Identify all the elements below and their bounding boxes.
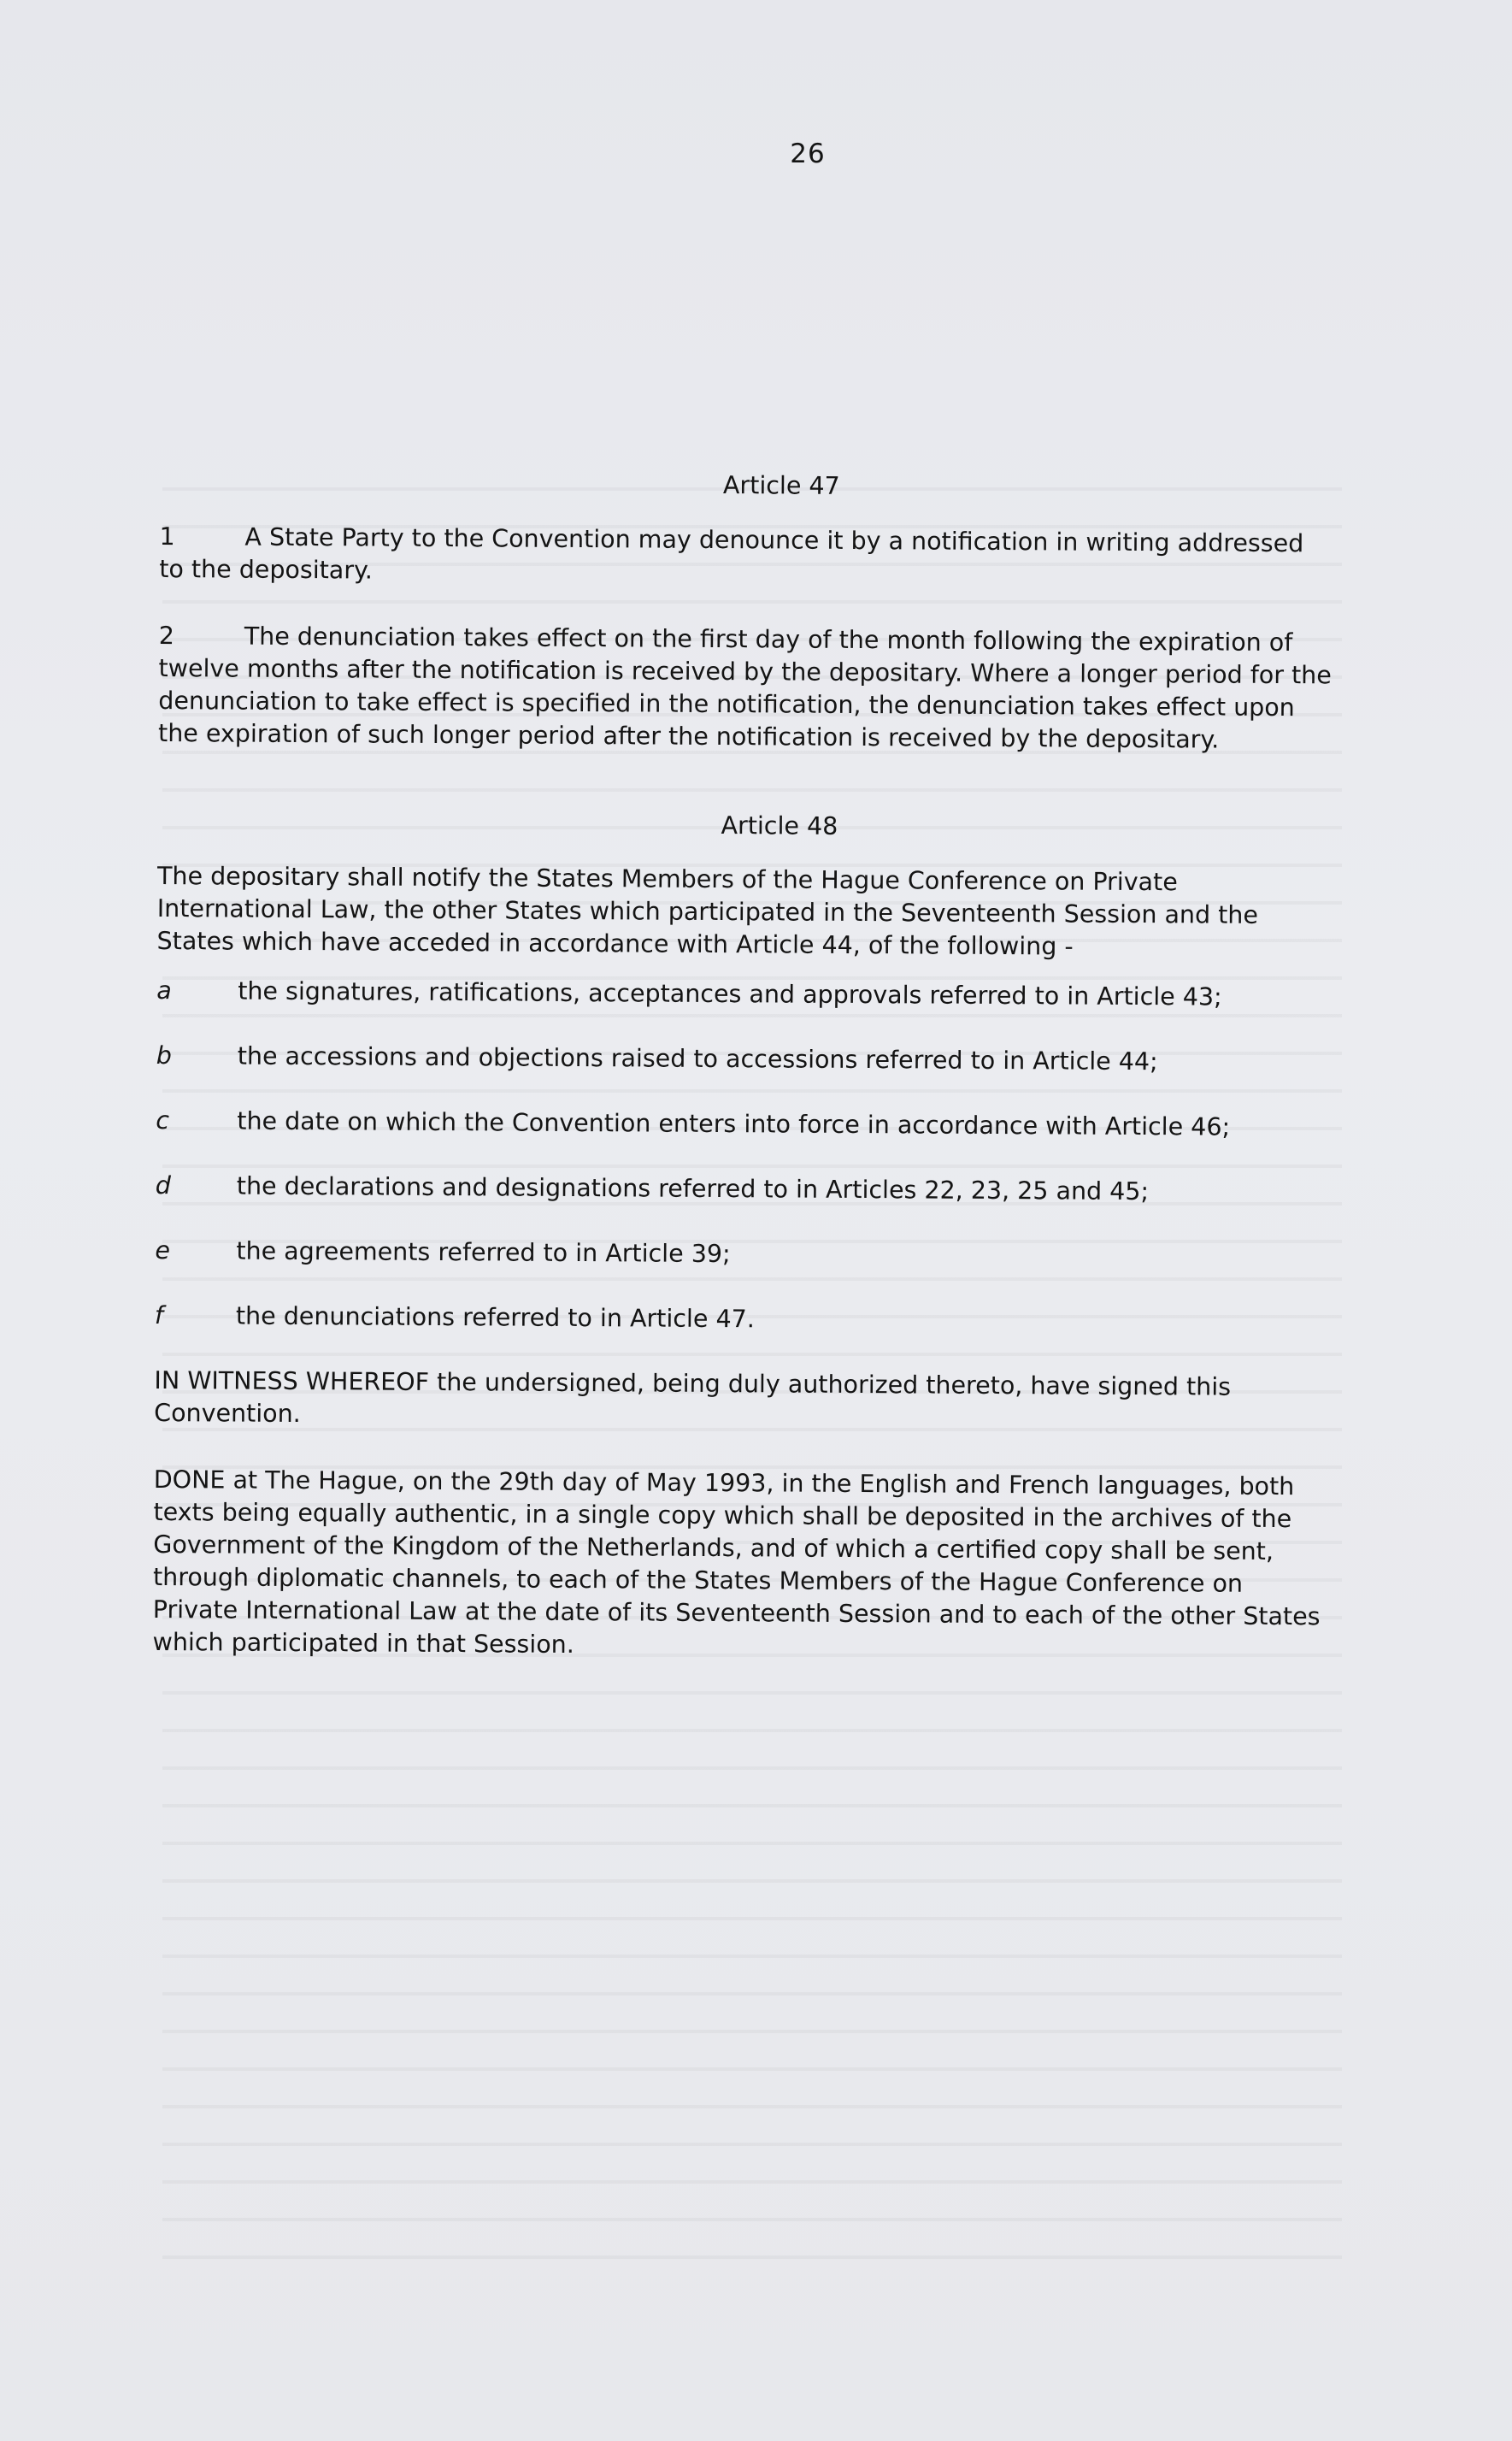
article-47-paragraph-1 (159, 521, 1334, 593)
item-text: the denunciations referred to in Article 47. (235, 1301, 755, 1334)
item-letter: e (155, 1235, 171, 1265)
article-48-intro: The depositary shall notify the States Members of the Hague Conference on Private International Law, the other States which participated in the Seventeenth Session and the States which have acceded in accordance with Article 44, of the following - (156, 861, 1259, 961)
item-letter: c (156, 1106, 170, 1135)
item-text: the signatures, ratifications, acceptances and approvals referred to in Article 43; (238, 976, 1222, 1011)
item-text: the declarations and designations referred to in Articles 22, 23, 25 and 45; (236, 1171, 1150, 1206)
page-number: 26 (790, 139, 826, 169)
item-text: the agreements referred to in Article 39; (236, 1236, 731, 1269)
paragraph-text: The denunciation takes effect on the first day of the month following the expiration of twelve months after the notification is received by the depositary. Where a longer period for the denunciation to take effect is specified in the notification, the denunciation takes effect upon the expiration of such longer period after the notification is received by the depositary. (157, 622, 1332, 754)
paragraph-number: 1 (159, 522, 175, 551)
item-text: the date on which the Convention enters into force in accordance with Article 46; (237, 1106, 1231, 1141)
article-47-heading: Article 47 (722, 471, 840, 500)
paragraph-number: 2 (158, 621, 175, 651)
article-48-heading: Article 48 (721, 811, 838, 840)
document-body (152, 466, 1334, 1666)
witness-clause: IN WITNESS WHEREOF the undersigned, being duly authorized thereto, have signed this Convention. (154, 1365, 1232, 1429)
item-letter: d (155, 1170, 172, 1200)
item-text: the accessions and objections raised to accessions referred to in Article 44; (237, 1041, 1158, 1076)
article-47-paragraph-2 (158, 620, 1334, 757)
item-letter: b (156, 1041, 172, 1070)
done-clause: DONE at The Hague, on the 29th day of May 1993, in the English and French languages, both texts being equally authentic, in a single copy which shall be deposited in the archives of the Government of the Kingdom of the Netherlands, and of which a certified copy shall be sent, through diplomatic channels, to each of the States Members of the Hague Conference on Private International Law at the date of its Seventeenth Session and to each of the other States which participated in that Session. (152, 1465, 1321, 1659)
item-letter: a (156, 976, 172, 1005)
item-letter: f (154, 1300, 164, 1330)
paragraph-text: A State Party to the Convention may denounce it by a notification in writing addressed to the depositary. (159, 522, 1304, 585)
